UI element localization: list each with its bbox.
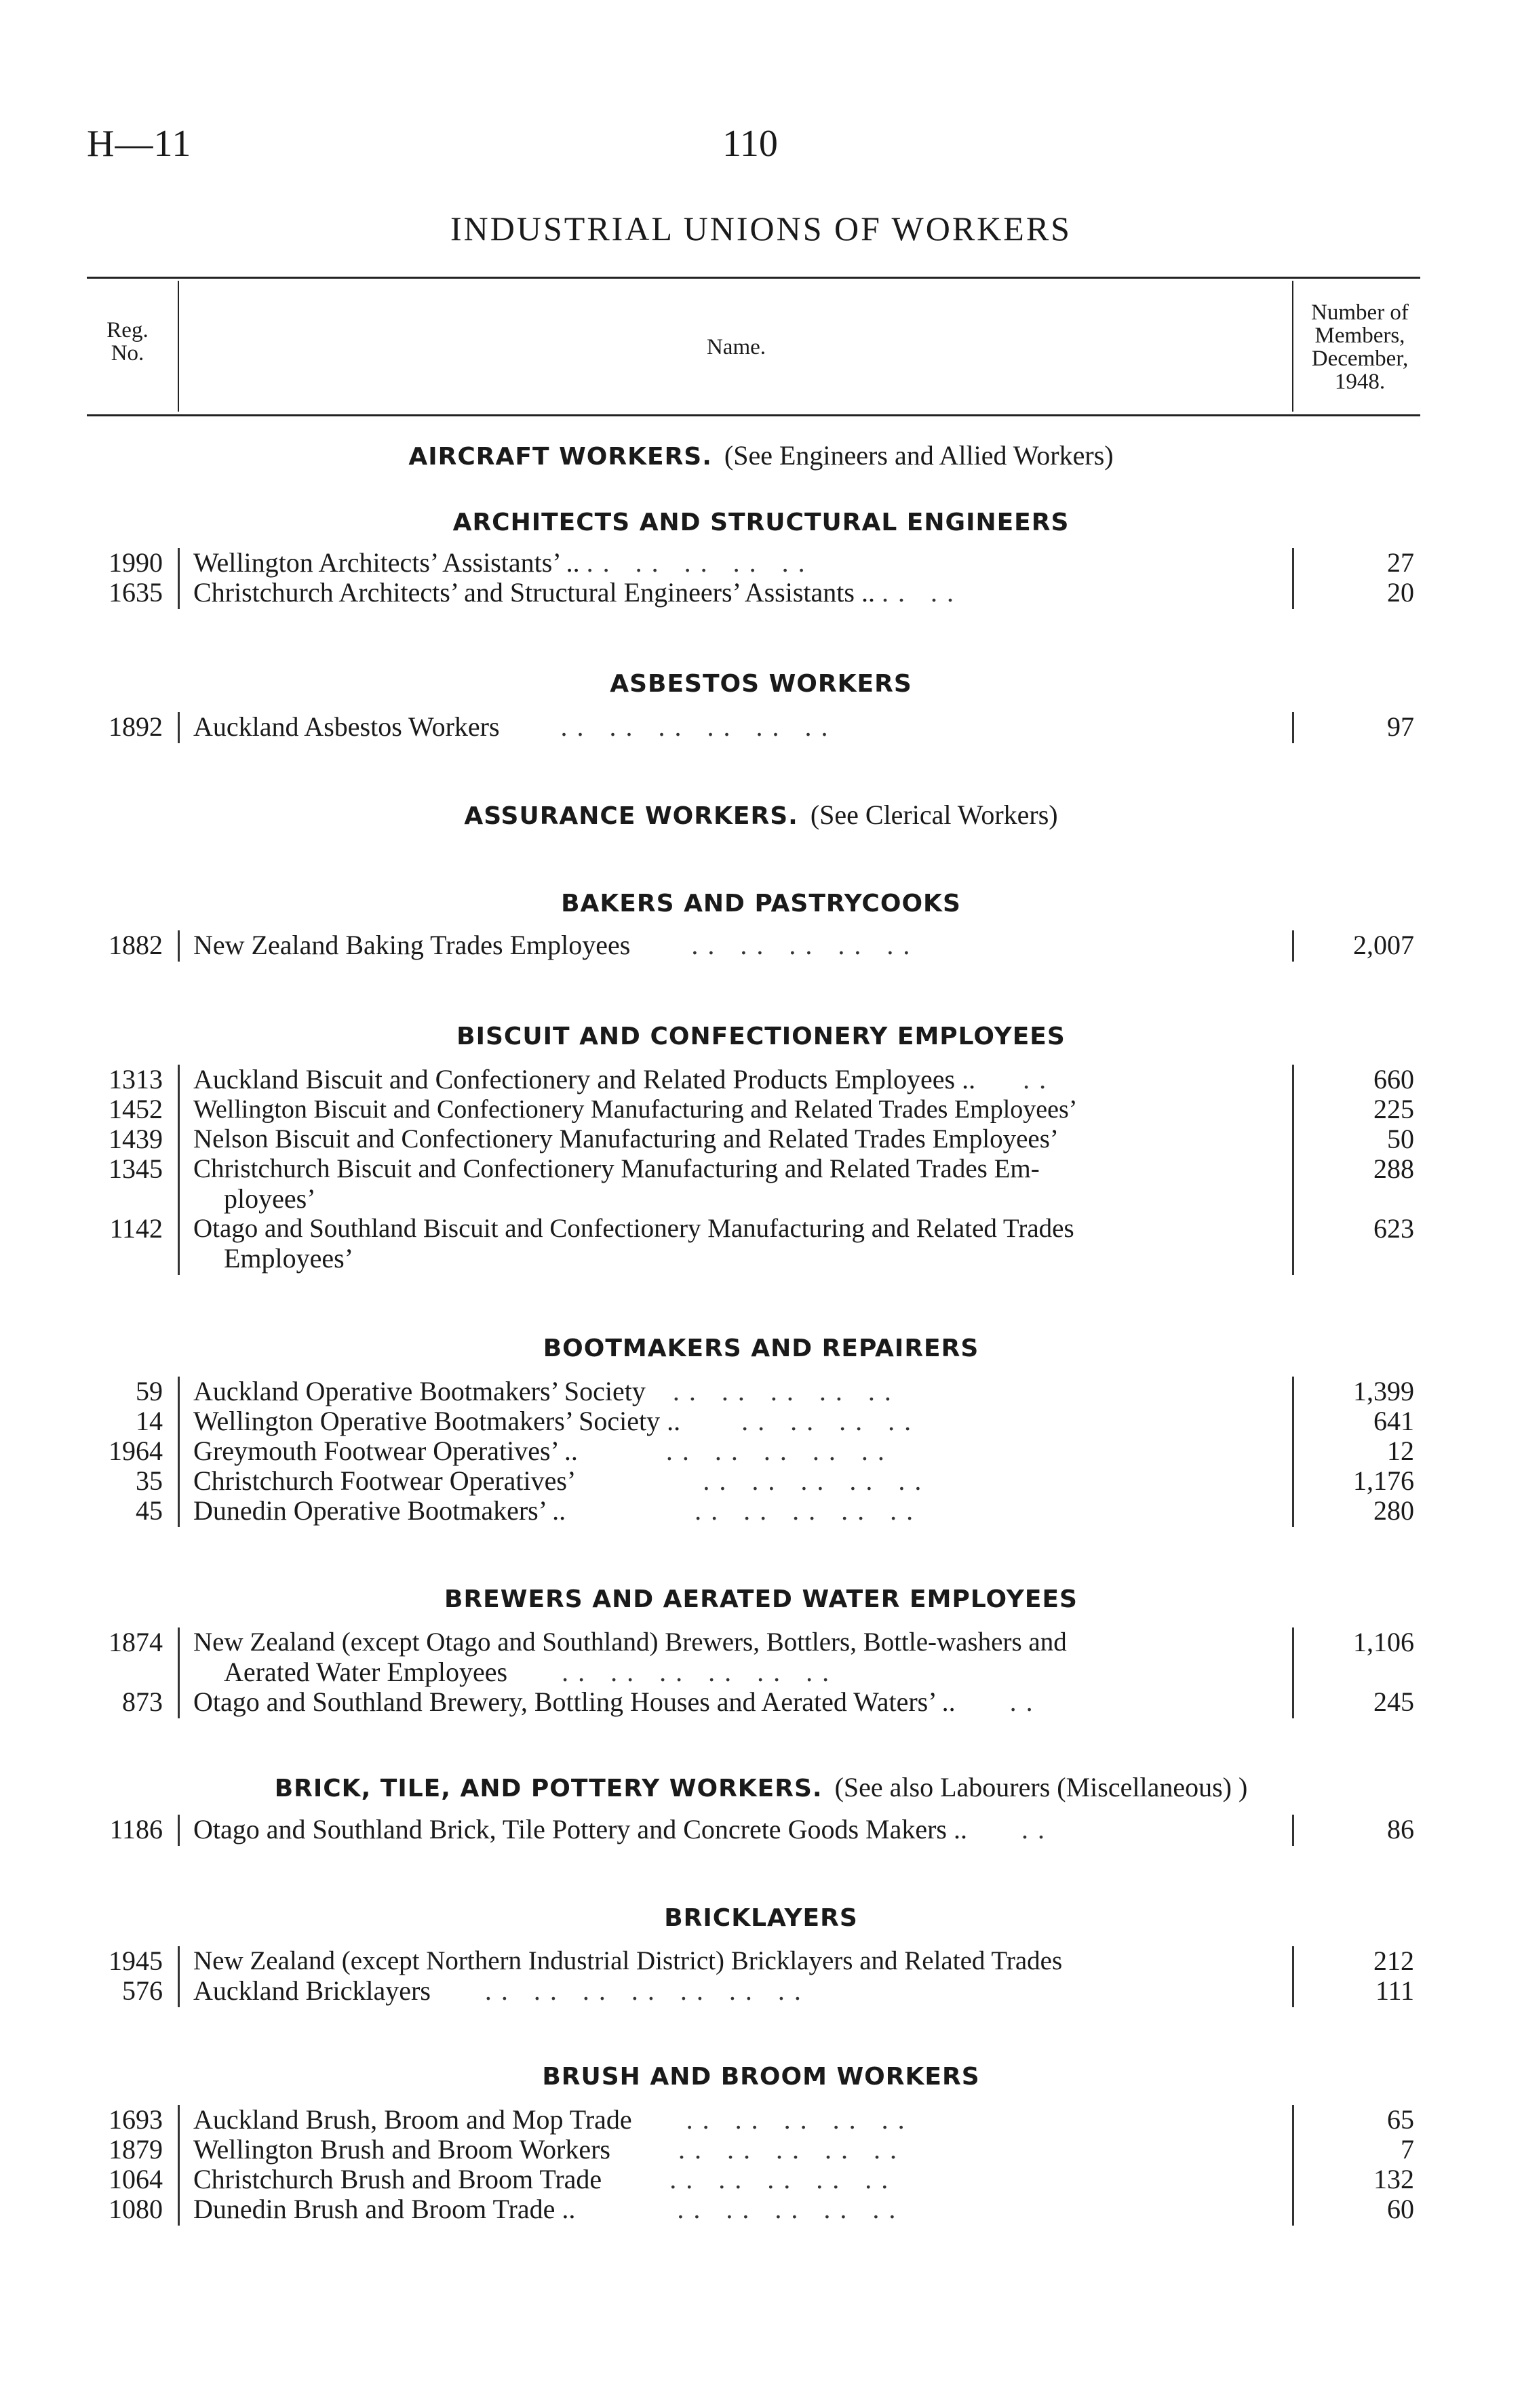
union-name-text: Auckland Brush, Broom and Mop Trade [193, 2104, 632, 2135]
dot-leader: .. .. .. .. .. .. .. [484, 1975, 811, 2006]
members-header-line-4: 1948. [1334, 370, 1386, 394]
member-count: 212 [1373, 1946, 1414, 1976]
column-rule [1292, 2105, 1294, 2226]
header-divider-right [1292, 281, 1293, 412]
union-name: Christchurch Biscuit and Confectionery Manufacturing and Related Trades Em- [193, 1154, 1040, 1183]
member-count: 1,106 [1353, 1627, 1414, 1657]
reg-number: 1945 [109, 1946, 163, 1976]
member-count: 7 [1401, 2134, 1414, 2165]
union-name [193, 1065, 1279, 1094]
union-name-continued-text: Aerated Water Employees [224, 1657, 508, 1687]
dot-leader: .. .. .. .. .. [703, 1465, 931, 1496]
column-rule [178, 712, 180, 743]
member-count: 60 [1387, 2194, 1414, 2224]
union-name-text: Christchurch Footwear Operatives’ [193, 1465, 574, 1496]
section-title: BAKERS AND PASTRYCOOKS [561, 890, 961, 917]
union-name [193, 712, 1279, 742]
dot-leader: .. [1009, 1686, 1042, 1717]
member-count: 132 [1373, 2164, 1414, 2194]
section-note: (See also Labourers (Miscellaneous) ) [834, 1772, 1248, 1802]
member-count: 245 [1373, 1686, 1414, 1717]
union-name: Wellington Biscuit and Confectionery Manufacturing and Related Trades Employees’ [193, 1095, 1078, 1124]
page-reference: H—11 [87, 123, 192, 165]
dot-leader: .. [1023, 1064, 1056, 1094]
union-name [193, 1466, 1279, 1496]
section-title: BRUSH AND BROOM WORKERS [542, 2063, 980, 2091]
union-name [193, 2135, 1279, 2165]
reg-number: 1990 [109, 547, 163, 578]
column-rule [1292, 1815, 1294, 1846]
member-count: 65 [1387, 2104, 1414, 2135]
column-header-reg [87, 319, 168, 365]
dot-leader: .. .. .. .. .. [686, 2104, 914, 2135]
column-rule [1292, 712, 1294, 743]
union-name [193, 1687, 1279, 1717]
union-name-text: Wellington Architects’ Assistants’ .. [193, 547, 580, 578]
union-name: New Zealand (except Northern Industrial District) Bricklayers and Related Trades [193, 1946, 1063, 1975]
column-rule [178, 1377, 180, 1527]
union-name-text: Otago and Southland Brewery, Bottling Houses and Aerated Waters’ .. [193, 1686, 956, 1717]
section-note: (See Engineers and Allied Workers) [724, 440, 1114, 471]
member-count: 86 [1387, 1814, 1414, 1844]
column-rule [178, 1627, 180, 1718]
member-count: 660 [1373, 1064, 1414, 1094]
union-name-text: Auckland Operative Bootmakers’ Society [193, 1376, 646, 1406]
reg-number: 1693 [109, 2104, 163, 2135]
section-heading-biscuit [0, 1021, 1522, 1052]
reg-number: 1635 [109, 577, 163, 608]
member-count: 97 [1387, 711, 1414, 742]
union-name [193, 1436, 1279, 1466]
reg-number: 1439 [109, 1124, 163, 1154]
member-count: 2,007 [1353, 930, 1414, 960]
column-rule [178, 548, 180, 609]
reg-number: 1892 [109, 711, 163, 742]
page-number: 110 [722, 123, 778, 165]
members-header-line-2: Members, [1314, 323, 1405, 348]
union-name-text: Wellington Brush and Broom Workers [193, 2134, 610, 2165]
dot-leader: .. .. .. .. .. [677, 2194, 905, 2224]
union-name [193, 1406, 1279, 1436]
union-name [193, 1976, 1279, 2006]
union-name [193, 1377, 1279, 1406]
union-name-text: Greymouth Footwear Operatives’ .. [193, 1436, 578, 1466]
dot-leader: .. .. .. .. .. [672, 1376, 901, 1406]
dot-leader: .. .. .. .. .. [695, 1495, 923, 1526]
reg-number: 1186 [109, 1814, 163, 1844]
union-name-text: Christchurch Architects’ and Structural Engineers’ Assistants .. [193, 577, 875, 608]
union-name [193, 930, 1279, 960]
column-rule [1292, 1065, 1294, 1275]
union-name [193, 1496, 1279, 1526]
section-heading-aircraft [0, 441, 1522, 472]
column-rule [1292, 1377, 1294, 1527]
reg-number: 45 [136, 1495, 163, 1526]
column-rule [178, 2105, 180, 2226]
header-rule-top [87, 277, 1420, 279]
column-rule [178, 1815, 180, 1846]
reg-number: 1879 [109, 2134, 163, 2165]
column-rule [1292, 1627, 1294, 1718]
section-title: BOOTMAKERS AND REPAIRERS [543, 1335, 979, 1362]
reg-number: 576 [122, 1975, 163, 2006]
reg-number: 14 [136, 1406, 163, 1436]
section-title: BRICK, TILE, AND POTTERY WORKERS. [274, 1775, 823, 1802]
member-count: 641 [1373, 1406, 1414, 1436]
union-name: Otago and Southland Biscuit and Confectionery Manufacturing and Related Trades [193, 1214, 1074, 1243]
section-heading-brick [0, 1773, 1522, 1804]
dot-leader: .. .. [881, 577, 963, 608]
union-name-continued [224, 1657, 1275, 1687]
section-title: ASBESTOS WORKERS [610, 670, 912, 698]
reg-number: 1313 [109, 1064, 163, 1094]
section-heading-asbestos [0, 669, 1522, 699]
member-count: 288 [1373, 1153, 1414, 1184]
dot-leader: .. .. .. .. .. [586, 547, 815, 578]
header-rule-bottom [87, 414, 1420, 416]
section-title: ASSURANCE WORKERS. [464, 802, 798, 830]
dot-leader: .. .. .. .. .. [669, 2164, 898, 2194]
dot-leader: .. .. .. .. .. .. [560, 711, 838, 742]
reg-number: 1345 [109, 1153, 163, 1184]
union-name [193, 2194, 1279, 2224]
union-name-continued: Employees’ [224, 1243, 354, 1274]
reg-number: 59 [136, 1376, 163, 1406]
column-rule [178, 930, 180, 962]
section-heading-bakers [0, 888, 1522, 919]
union-name-text: Auckland Asbestos Workers [193, 711, 500, 742]
members-header-line-1: Number of [1311, 300, 1409, 325]
dot-leader: .. [1021, 1814, 1054, 1844]
union-name-text: Otago and Southland Brick, Tile Pottery and Concrete Goods Makers .. [193, 1814, 967, 1844]
reg-number: 1064 [109, 2164, 163, 2194]
column-header-reg-text: Reg. No. [106, 318, 149, 366]
dot-leader: .. .. .. .. .. [678, 2134, 906, 2165]
union-name: Nelson Biscuit and Confectionery Manufacturing and Related Trades Employees’ [193, 1124, 1059, 1153]
member-count: 20 [1387, 577, 1414, 608]
reg-number: 35 [136, 1465, 163, 1496]
section-title: BREWERS AND AERATED WATER EMPLOYEES [444, 1585, 1078, 1613]
dot-leader: .. .. .. .. [741, 1406, 921, 1436]
union-name-continued: ployees’ [224, 1183, 316, 1214]
member-count: 111 [1375, 1975, 1414, 2006]
member-count: 225 [1373, 1094, 1414, 1124]
dot-leader: .. .. .. .. .. [665, 1436, 894, 1466]
column-rule [178, 1065, 180, 1275]
reg-number: 1964 [109, 1436, 163, 1466]
column-header-name: Name. [706, 335, 766, 359]
union-name-text: Dunedin Operative Bootmakers’ .. [193, 1495, 566, 1526]
section-note: (See Clerical Workers) [810, 800, 1058, 830]
member-count: 12 [1387, 1436, 1414, 1466]
header-divider-left [178, 281, 179, 412]
member-count: 50 [1387, 1124, 1414, 1154]
column-rule [1292, 930, 1294, 962]
section-heading-brush [0, 2061, 1522, 2092]
union-name [193, 2165, 1279, 2194]
reg-number: 1874 [109, 1627, 163, 1657]
column-header-members [1295, 301, 1424, 393]
union-name [193, 2105, 1279, 2135]
member-count: 27 [1387, 547, 1414, 578]
member-count: 1,176 [1353, 1465, 1414, 1496]
reg-number: 1142 [109, 1213, 163, 1244]
union-name-text: Dunedin Brush and Broom Trade .. [193, 2194, 576, 2224]
union-name-text: Christchurch Brush and Broom Trade [193, 2164, 602, 2194]
page-title: INDUSTRIAL UNIONS OF WORKERS [450, 210, 1072, 248]
section-heading-bootmakers [0, 1333, 1522, 1364]
section-title: BISCUIT AND CONFECTIONERY EMPLOYEES [456, 1023, 1066, 1050]
member-count: 280 [1373, 1495, 1414, 1526]
section-heading-assurance [0, 800, 1522, 831]
reg-number: 873 [122, 1686, 163, 1717]
union-name-text: New Zealand Baking Trades Employees [193, 930, 631, 960]
column-rule [1292, 1946, 1294, 2007]
section-title: ARCHITECTS AND STRUCTURAL ENGINEERS [452, 509, 1070, 536]
union-name [193, 578, 1279, 608]
reg-number: 1882 [109, 930, 163, 960]
member-count: 1,399 [1353, 1376, 1414, 1406]
union-name-text: Auckland Bricklayers [193, 1975, 431, 2006]
column-rule [178, 1946, 180, 2007]
section-title: BRICKLAYERS [664, 1904, 858, 1932]
section-title: AIRCRAFT WORKERS. [408, 443, 712, 471]
union-name [193, 1815, 1279, 1844]
union-name-text: Wellington Operative Bootmakers’ Society .. [193, 1406, 681, 1436]
member-count: 623 [1373, 1213, 1414, 1244]
union-name: New Zealand (except Otago and Southland) Brewers, Bottlers, Bottle-washers and [193, 1627, 1067, 1657]
dot-leader: .. .. .. .. .. [691, 930, 920, 960]
reg-number: 1452 [109, 1094, 163, 1124]
dot-leader: .. .. .. .. .. .. [562, 1657, 839, 1687]
union-name-text: Auckland Biscuit and Confectionery and Related Products Employees .. [193, 1064, 976, 1094]
section-heading-brewers [0, 1584, 1522, 1615]
reg-number: 1080 [109, 2194, 163, 2224]
section-heading-bricklayers [0, 1903, 1522, 1933]
section-heading-architects [0, 507, 1522, 538]
members-header-line-3: December, [1311, 347, 1409, 371]
column-rule [1292, 548, 1294, 609]
union-name [193, 548, 1279, 578]
